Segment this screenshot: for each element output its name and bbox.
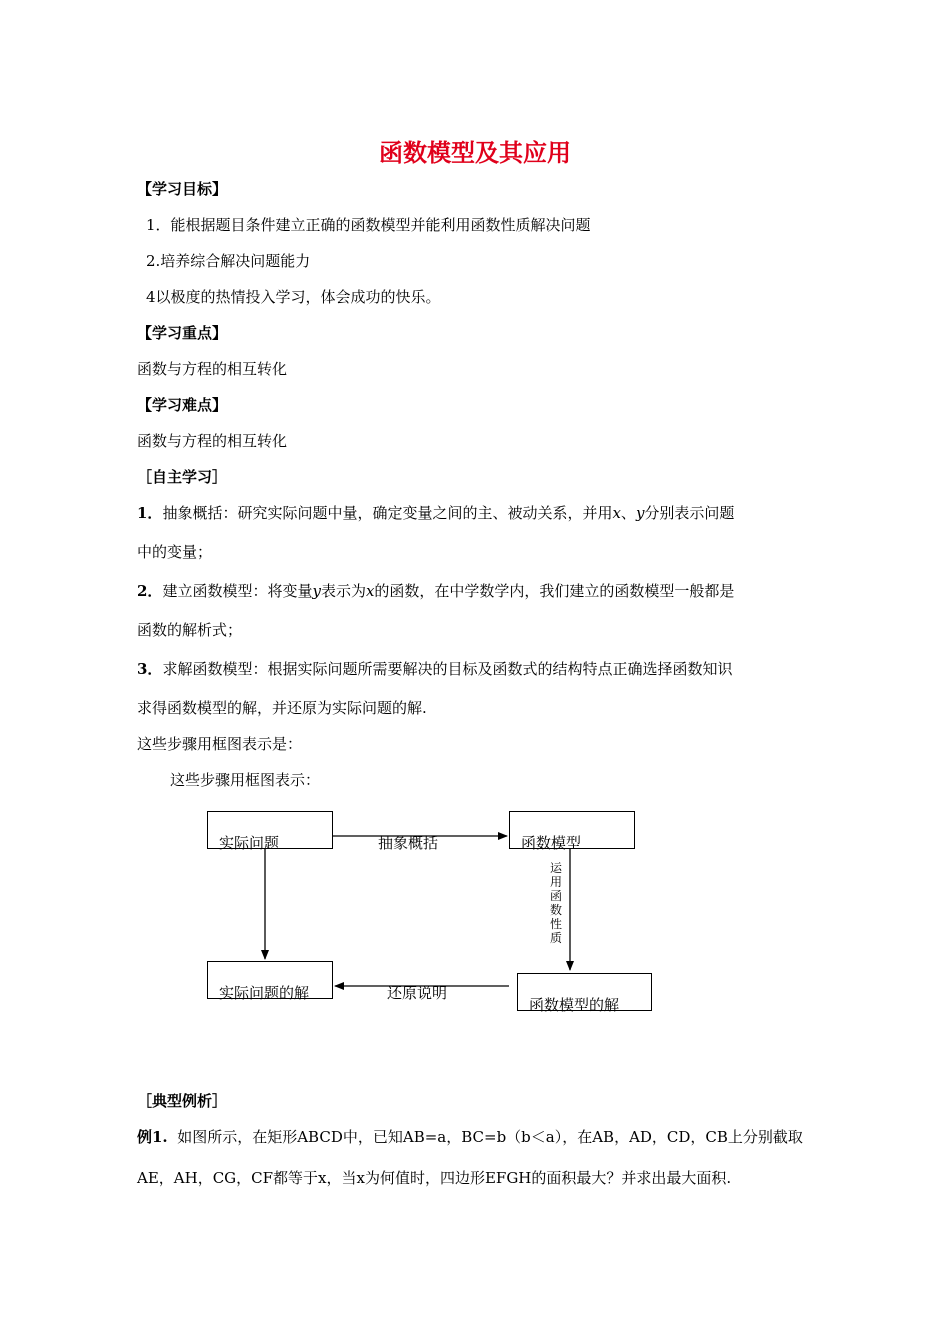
step-3-cont: 求得函数模型的解，并还原为实际问题的解. [137,699,427,717]
var-y: y [312,582,321,600]
step-number: 1． [137,504,163,522]
box-model-solution-label: 函数模型的解 [529,996,620,1014]
page-title: 函数模型及其应用 [379,138,571,167]
difficulty-heading: 【学习难点】 [137,396,228,414]
step-text: 表示为 [320,582,366,600]
objective-item: 1．能根据题目条件建立正确的函数模型并能利用函数性质解决问题 [146,216,591,234]
box-real-solution-label: 实际问题的解 [219,984,310,1002]
box-function-model-label: 函数模型 [521,834,582,852]
focus-heading: 【学习重点】 [137,324,228,342]
focus-text: 函数与方程的相互转化 [137,360,288,378]
step-1-cont: 中的变量； [137,543,213,561]
label-restore: 还原说明 [387,984,448,1002]
objectives-heading: 【学习目标】 [137,180,228,198]
step-text: 抽象概括：研究实际问题中量，确定变量之间的主、被动关系，并用 [162,504,613,522]
step-text: 分别表示问题 [644,504,735,522]
step-text: 的函数，在中学数学内，我们建立的函数模型一般都是 [374,582,735,600]
var-x: x [365,582,375,600]
diagram-intro-2: 这些步骤用框图表示： [170,771,321,789]
objective-item: 2.培养综合解决问题能力 [146,252,311,270]
step-text: 建立函数模型：将变量 [162,582,313,600]
var-x: x [612,504,621,522]
var-y: y [635,504,645,522]
difficulty-text: 函数与方程的相互转化 [137,432,288,450]
example-text: 如图所示，在矩形ABCD中，已知AB=a，BC=b（b＜a），在AB，AD，CD，CB上分别截取 [177,1128,803,1146]
example-label: 例1. [137,1128,168,1146]
box-real-problem-label: 实际问题 [219,834,280,852]
example-1-cont: AE，AH，CG，CF都等于x，当x为何值时，四边形EFGH的面积最大？并求出最大面积. [137,1169,732,1187]
diagram-intro: 这些步骤用框图表示是： [137,735,303,753]
objective-item: 4以极度的热情投入学习，体会成功的快乐。 [146,288,441,306]
step-number: 2． [137,582,163,600]
step-number: 3． [137,660,163,678]
label-apply: 运用函数性质 [549,861,562,945]
examples-heading: ［典型例析］ [137,1092,228,1110]
self-study-heading: ［自主学习］ [137,468,228,486]
step-text: 求解函数模型：根据实际问题所需要解决的目标及函数式的结构特点正确选择函数知识 [162,660,733,678]
separator: 、 [620,504,636,522]
example-1 [137,1126,803,1147]
label-abstract: 抽象概括 [378,834,439,852]
step-2-cont: 函数的解析式； [137,621,243,639]
